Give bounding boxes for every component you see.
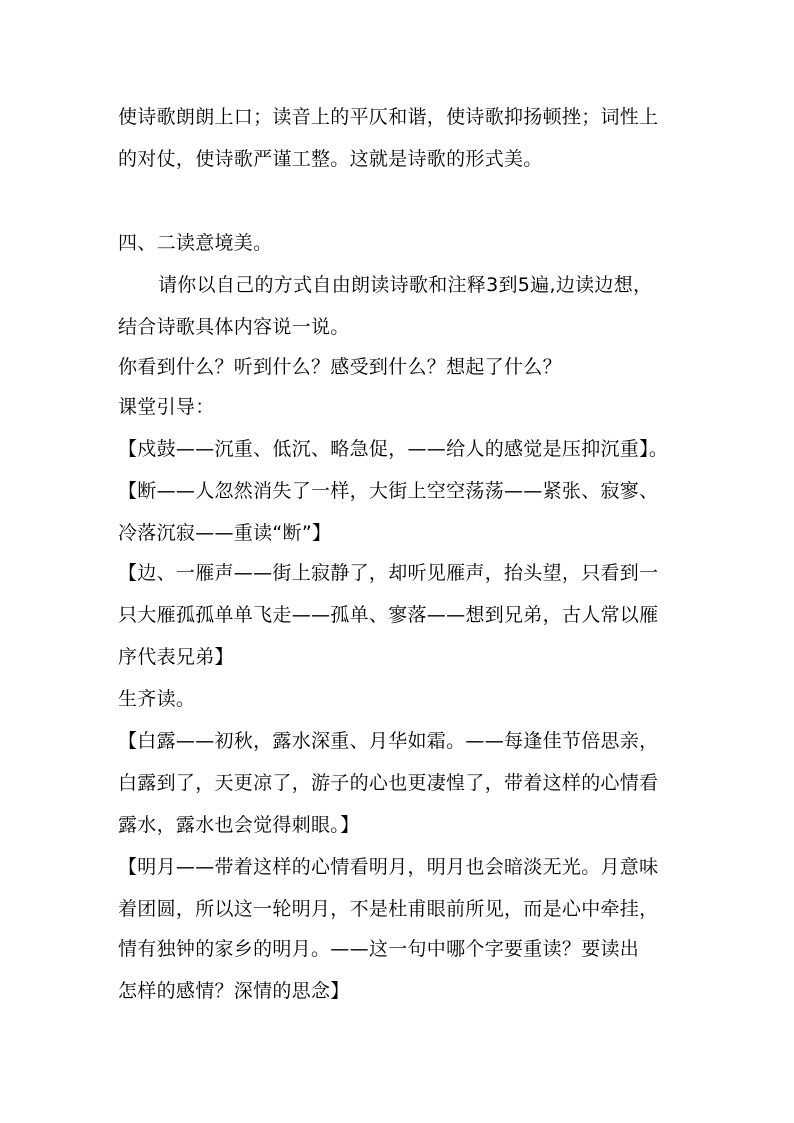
text-line: 课堂引导：: [118, 396, 215, 418]
text-line: 【断——人忽然消失了一样，大街上空空荡荡——紧张、寂寥、: [118, 480, 659, 502]
text-line: 序代表兄弟】: [118, 646, 234, 668]
section-heading: 四、二读意境美。: [118, 232, 273, 254]
text-line: 怎样的感情？深情的思念】: [118, 980, 350, 1002]
text-line: 使诗歌朗朗上口；读音上的平仄和谐，使诗歌抑扬顿挫；词性上: [118, 106, 659, 128]
text-line: 【明月——带着这样的心情看明月，明月也会暗淡无光。月意味: [118, 856, 659, 878]
text-line: 情有独钟的家乡的明月。——这一句中哪个字要重读？要读出: [118, 938, 640, 960]
text-line: 你看到什么？听到什么？感受到什么？想起了什么？: [118, 356, 562, 378]
text-line: 【边、一雁声——街上寂静了，却听见雁声，抬头望，只看到一: [118, 562, 659, 584]
text-line: 白露到了，天更凉了，游子的心也更凄惶了，带着这样的心情看: [118, 772, 659, 794]
text-line: 的对仗，使诗歌严谨工整。这就是诗歌的形式美。: [118, 148, 543, 170]
text-line: 着团圆，所以这一轮明月，不是杜甫眼前所见，而是心中牵挂，: [118, 898, 659, 920]
text-line: 结合诗歌具体内容说一说。: [118, 316, 350, 338]
text-line: 生齐读。: [118, 688, 196, 710]
text-line: 请你以自己的方式自由朗读诗歌和注释3到5遍,边读边想，: [158, 274, 653, 296]
text-line: 只大雁孤孤单单飞走——孤单、寥落——想到兄弟，古人常以雁: [118, 604, 659, 626]
text-line: 冷落沉寂——重读“断”】: [118, 522, 332, 544]
text-line: 【白露——初秋，露水深重、月华如霜。——每逢佳节倍思亲，: [118, 730, 659, 752]
text-line: 露水，露水也会觉得刺眼。】: [118, 814, 360, 836]
text-line: 【戍鼓——沉重、低沉、略急促，——给人的感觉是压抑沉重】。: [118, 438, 669, 460]
